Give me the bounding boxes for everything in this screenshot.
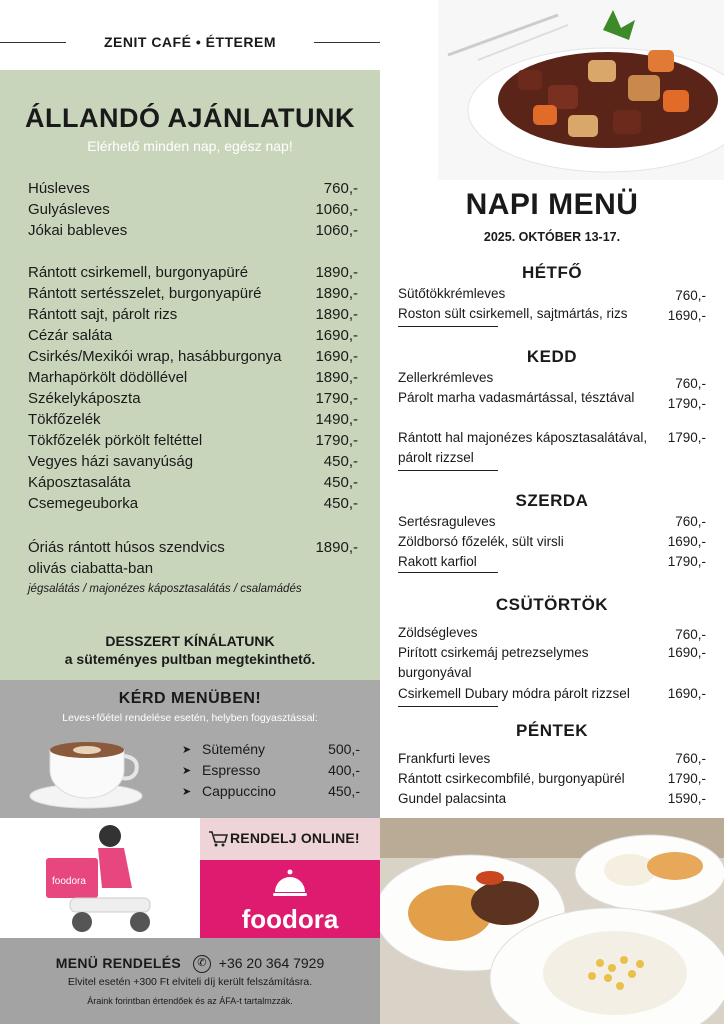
menu-item-price: 1790,- (315, 432, 358, 449)
daily-menu-date: 2025. OKTÓBER 13-17. (483, 230, 621, 244)
daily-item (398, 428, 706, 468)
takeaway-fee-note: Elvitel esetén +300 Ft elviteli díj került felszámításra. (67, 976, 313, 988)
menu-item-price: 450,- (323, 495, 358, 512)
menu-item-price: 1490,- (315, 411, 358, 428)
menu-item-price: 1890,- (315, 285, 358, 302)
daily-item-price: 760,- (675, 751, 706, 766)
food-plates-photo (380, 818, 724, 1024)
menu-item-name: Jókai bableves (28, 222, 128, 239)
menu-item-name: Marhapörkölt dödöllével (28, 369, 188, 386)
daily-item (398, 304, 706, 324)
phone-icon: ✆ (193, 955, 211, 973)
daily-item-name: Pirított csirkemáj petrezselymes burgonyával (398, 645, 589, 680)
daily-item-price: 760,- (675, 288, 706, 303)
dessert-title: DESSZERT KÍNÁLATUNK (105, 633, 275, 649)
order-line (0, 955, 380, 973)
menu-item-price: 1060,- (315, 222, 358, 239)
menu-item (28, 369, 358, 389)
daily-item (398, 388, 706, 411)
menu-item (28, 285, 358, 305)
menu-item (28, 348, 358, 368)
menu-item-name: Csirkés/Mexikói wrap, hasábburgonya (28, 348, 282, 365)
stew-photo (438, 0, 724, 180)
daily-item-price: 1690,- (667, 686, 706, 701)
daily-item-price: 1690,- (667, 645, 706, 660)
order-label: MENÜ RENDELÉS (55, 955, 181, 971)
daily-item-name: Sütőtökkrémleves (398, 286, 506, 301)
day-heading: KEDD (526, 347, 578, 366)
daily-item-name: Gundel palacsinta (398, 791, 507, 806)
daily-item (398, 512, 706, 532)
daily-item (398, 684, 706, 704)
big-item-note: jégsalátás / majonézes káposztasalátás / csalamádés (28, 583, 302, 595)
extras-item-name: Sütemény (202, 741, 266, 757)
menu-item-name: Tökfőzelék (28, 411, 101, 428)
menu-item-name: Rántott csirkemell, burgonyapüré (28, 264, 249, 281)
permanent-offer-subtitle: Elérhető minden nap, egész nap! (87, 138, 293, 154)
daily-item-price: 1790,- (667, 771, 706, 786)
menu-item (28, 222, 358, 242)
daily-item-name: Rántott csirkecombfilé, burgonyapürél (398, 771, 625, 786)
daily-item-name: Zellerkrémleves (398, 370, 494, 385)
daily-item-price: 1790,- (667, 396, 706, 411)
daily-item-name: Roston sült csirkemell, sajtmártás, rizs (398, 306, 628, 321)
menu-item (28, 453, 358, 473)
header-divider-right (314, 42, 380, 43)
daily-item (398, 769, 706, 789)
daily-item (398, 532, 706, 552)
menu-item-price: 450,- (323, 474, 358, 491)
dessert-sub: a süteményes pultban megtekinthető. (64, 651, 316, 667)
daily-item-name: Zöldborsó főzelék, sült virsli (398, 534, 564, 549)
menu-item-name: Tökfőzelék pörkölt feltéttel (28, 432, 203, 449)
menu-item-price: 1060,- (315, 201, 358, 218)
daily-item (398, 368, 706, 391)
extras-item-price: 400,- (328, 762, 360, 778)
foodora-logo-text: foodora (241, 904, 339, 934)
order-online-label: RENDELJ ONLINE! (230, 830, 360, 846)
day-heading: SZERDA (515, 491, 589, 510)
extras-item (182, 741, 360, 761)
daily-item-name: Rakott karfiol (398, 554, 477, 569)
foodora-button[interactable] (200, 860, 380, 938)
daily-item-name: Zöldségleves (398, 625, 478, 640)
daily-item (398, 789, 706, 809)
menu-item-name: Káposztasaláta (28, 474, 131, 491)
daily-item (398, 643, 706, 683)
menu-item-price: 1690,- (315, 327, 358, 344)
divider (398, 706, 498, 707)
day-heading: HÉTFŐ (521, 263, 583, 282)
food-cloche-icon (272, 868, 308, 900)
order-online-banner[interactable] (200, 818, 380, 860)
menu-item-name: Cézár saláta (28, 327, 113, 344)
daily-item (398, 552, 706, 572)
menu-item-price: 1890,- (315, 264, 358, 281)
extras-item-name: Espresso (202, 762, 261, 778)
daily-item-price: 1790,- (667, 554, 706, 569)
menu-item-price: 1890,- (315, 369, 358, 386)
divider (398, 572, 498, 573)
menu-item (28, 264, 358, 284)
extras-title: KÉRD MENÜBEN! (118, 690, 262, 707)
day-heading: PÉNTEK (516, 721, 588, 740)
price-note: Áraink forintban értendőek és az ÁFA-t tartalmzzák. (87, 996, 293, 1006)
daily-item-price: 760,- (675, 514, 706, 529)
daily-item-price: 760,- (675, 627, 706, 642)
daily-item-name: Rántott hal majonézes káposztasalátával, párolt rizzsel (398, 430, 648, 465)
menu-item (28, 432, 358, 452)
menu-item-price: 1790,- (315, 390, 358, 407)
big-item-name-1: Óriás rántott húsos szendvics (28, 539, 225, 556)
menu-item-name: Csemegeuborka (28, 495, 139, 512)
extras-item (182, 783, 360, 803)
daily-item (398, 749, 706, 769)
menu-item (28, 495, 358, 515)
permanent-offer-title: ÁLLANDÓ AJÁNLATUNK (25, 103, 355, 133)
restaurant-name: ZENIT CAFÉ • ÉTTEREM (103, 34, 276, 50)
extras-item (182, 762, 360, 782)
daily-item-name: Párolt marha vadasmártással, tésztával (398, 390, 635, 405)
daily-item-price: 1790,- (667, 430, 706, 445)
menu-item-name: Húsleves (28, 180, 90, 197)
divider (398, 326, 498, 327)
menu-item-price: 1890,- (315, 306, 358, 323)
menu-item-name: Gulyásleves (28, 201, 110, 218)
svg-text:foodora: foodora (52, 876, 86, 887)
menu-item-name: Székelykáposzta (28, 390, 141, 407)
delivery-illustration (0, 818, 200, 938)
big-item-price: 1890,- (315, 539, 358, 556)
menu-item-name: Rántott sajt, párolt rizs (28, 306, 178, 323)
cart-icon (208, 830, 228, 848)
daily-item-name: Sertésraguleves (398, 514, 496, 529)
daily-item-price: 1590,- (667, 791, 706, 806)
phone-number[interactable]: +36 20 364 7929 (218, 955, 325, 971)
daily-item-name: Frankfurti leves (398, 751, 491, 766)
dessert-note (0, 632, 380, 668)
chevron-right-icon: ➤ (182, 786, 192, 798)
menu-item (28, 411, 358, 431)
menu-item (28, 201, 358, 221)
coffee-cup-image (26, 732, 146, 812)
extras-item-price: 450,- (328, 783, 360, 799)
extras-item-price: 500,- (328, 741, 360, 757)
menu-item-price: 450,- (323, 453, 358, 470)
menu-item-name: Vegyes házi savanyúság (28, 453, 194, 470)
menu-item (28, 180, 358, 200)
day-heading: CSÜTÖRTÖK (495, 595, 609, 614)
footer (0, 938, 380, 1024)
menu-item-price: 760,- (323, 180, 358, 197)
menu-item (28, 390, 358, 410)
daily-item-name: Csirkemell Dubary módra párolt rizzsel (398, 686, 630, 701)
daily-menu-title: NAPI MENÜ (465, 188, 639, 221)
chevron-right-icon: ➤ (182, 744, 192, 756)
daily-item (398, 284, 706, 304)
menu-item (28, 306, 358, 326)
header (0, 0, 380, 70)
big-item-name-2: olivás ciabatta-ban (28, 560, 154, 577)
menu-item-name: Rántott sertésszelet, burgonyapüré (28, 285, 262, 302)
daily-item (398, 623, 706, 643)
daily-item-price: 1690,- (667, 534, 706, 549)
divider (398, 470, 498, 471)
menu-item-price: 1690,- (315, 348, 358, 365)
chevron-right-icon: ➤ (182, 765, 192, 777)
extras-item-name: Cappuccino (202, 783, 276, 799)
daily-item-price: 1690,- (667, 308, 706, 323)
menu-item (28, 474, 358, 494)
menu-item (28, 327, 358, 347)
big-sandwich-item (28, 537, 358, 598)
daily-item-price: 760,- (675, 376, 706, 391)
extras-subtitle: Leves+főétel rendelése esetén, helyben fogyasztással: (62, 712, 318, 724)
